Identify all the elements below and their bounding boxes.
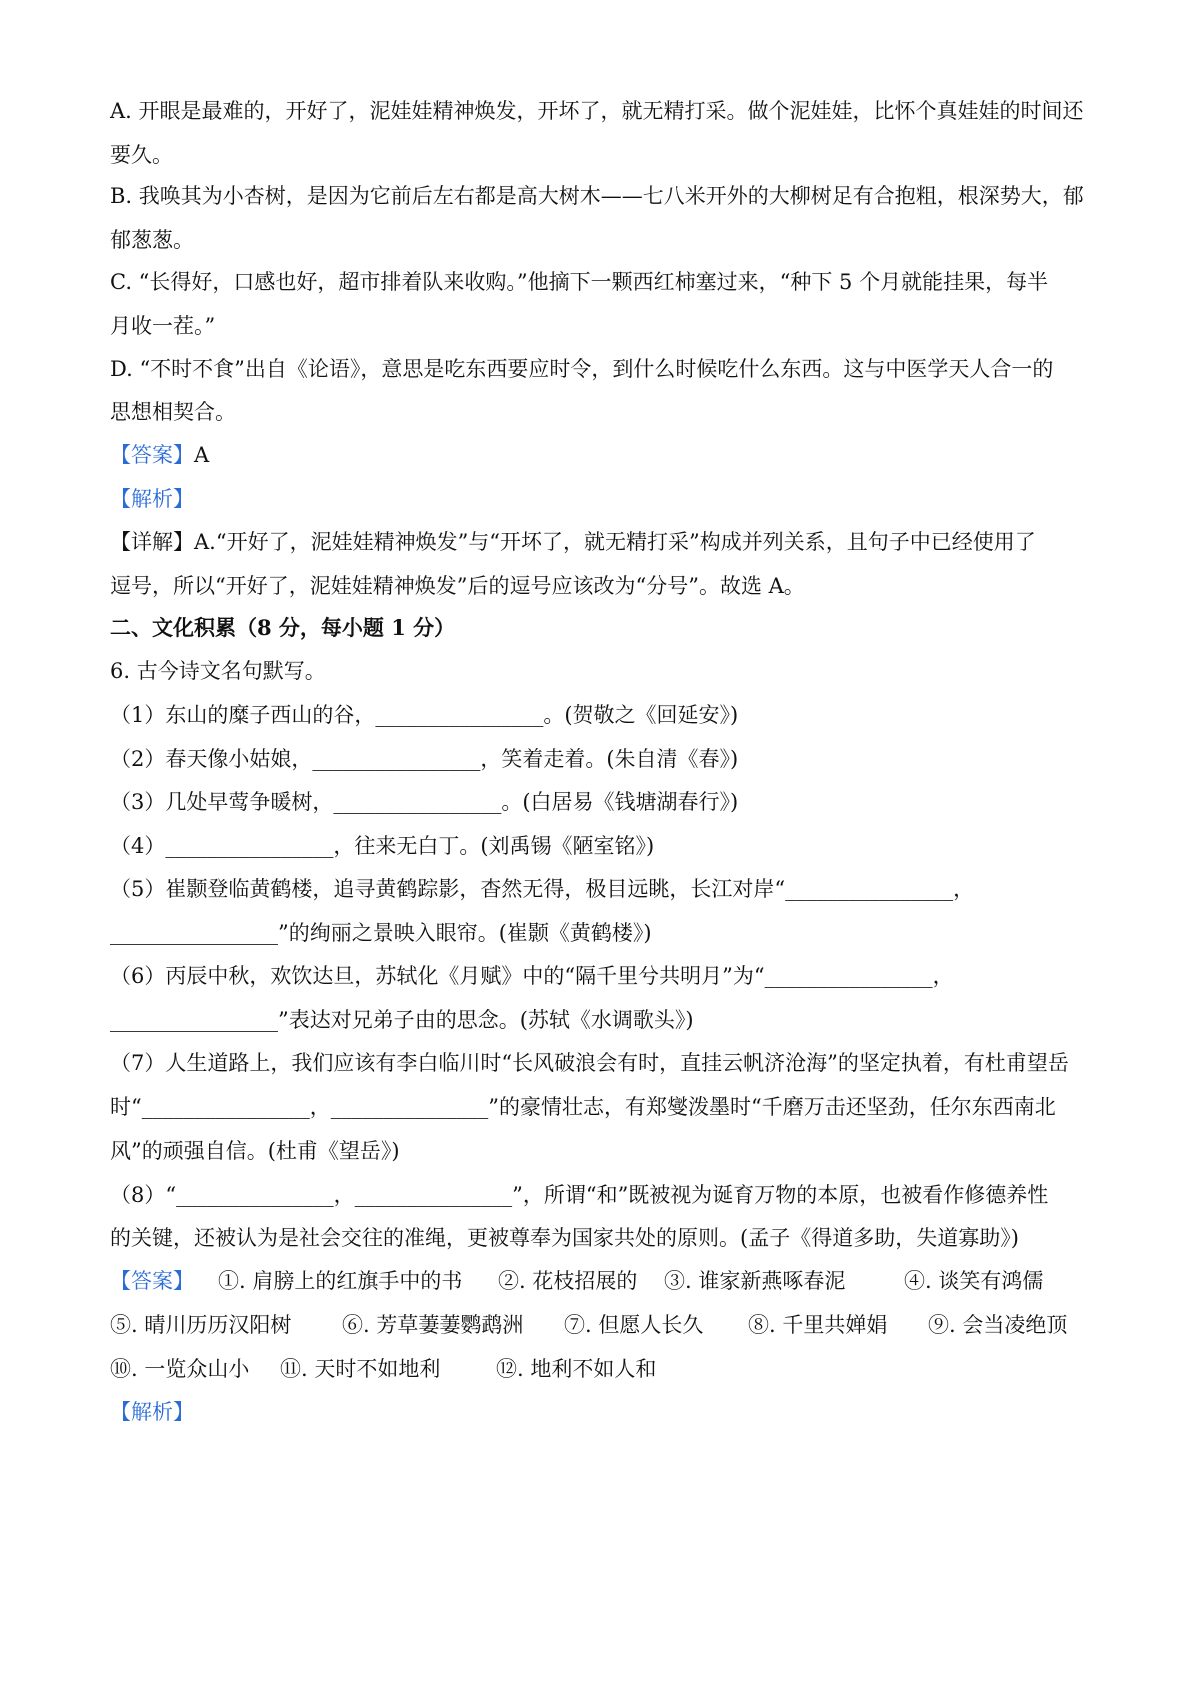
q6-answer-item: ⑫. 地利不如人和 [496, 1357, 657, 1381]
detail-line2: 逗号，所以“开好了，泥娃娃精神焕发”后的逗号应该改为“分号”。故选 A。 [110, 574, 805, 598]
q6-item-3: （3）几处早莺争暖树，________________。(白居易《钱塘湖春行》) [110, 790, 739, 814]
q6-answer-row-2 [110, 1310, 1067, 1340]
option-c-line2: 月收一茬。” [110, 314, 216, 338]
detail-tag: 【详解】 [110, 530, 194, 554]
q6-item-4: （4）________________，往来无白丁。(刘禹锡《陋室铭》) [110, 834, 655, 858]
q6-item-8-line2: 的关键，还被认为是社会交往的准绳，更被尊奉为国家共处的原则。(孟子《得道多助，失道寡助》) [110, 1226, 1019, 1250]
q6-answer-item: ⑩. 一览众山小 [110, 1357, 250, 1381]
q6-answer-tag: 【答案】 [110, 1269, 194, 1293]
option-b-line1: B. 我唤其为小杏树，是因为它前后左右都是高大树木——七八米开外的大柳树足有合抱粗，根深势大，郁 [110, 184, 1084, 208]
q6-stem: 6. 古今诗文名句默写。 [110, 659, 326, 683]
q6-analysis-line [110, 1397, 194, 1427]
detail-line1 [110, 527, 1036, 557]
q6-answer-row-3 [110, 1354, 656, 1384]
analysis-line [110, 484, 194, 514]
q6-item-7-line3: 风”的顽强自信。(杜甫《望岳》) [110, 1139, 400, 1163]
section-heading: 二、文化积累（8 分，每小题 1 分） [110, 615, 456, 640]
q6-item-6-line1: （6）丙辰中秋，欢饮达旦，苏轼化《月赋》中的“隔千里兮共明月”为“________________， [110, 964, 954, 988]
q6-item-7-line1: （7）人生道路上，我们应该有李白临川时“长风破浪会有时，直挂云帆济沧海”的坚定执着，有杜甫望岳 [110, 1051, 1069, 1075]
q6-analysis-tag: 【解析】 [110, 1400, 194, 1424]
answer-tag: 【答案】 [110, 443, 194, 467]
q6-answer-item: ⑪. 天时不如地利 [280, 1357, 441, 1381]
q6-answer-item: ④. 谈笑有鸿儒 [904, 1269, 1044, 1293]
q6-answer-item: ⑧. 千里共婵娟 [748, 1313, 888, 1337]
option-c-line1: C. “长得好，口感也好，超市排着队来收购。”他摘下一颗西红柿塞过来，“种下 5 个月就能挂果，每半 [110, 270, 1049, 294]
option-d-line2: 思想相契合。 [110, 400, 236, 424]
q6-item-2: （2）春天像小姑娘，________________，笑着走着。(朱自清《春》) [110, 747, 739, 771]
q6-item-6-line2: ________________”表达对兄弟子由的思念。(苏轼《水调歌头》) [110, 1008, 694, 1032]
q6-answer-item: ①. 肩膀上的红旗手中的书 [218, 1269, 463, 1293]
q6-answer-item: ⑤. 晴川历历汉阳树 [110, 1313, 292, 1337]
answer-line [110, 440, 209, 470]
option-a-line2: 要久。 [110, 143, 173, 167]
q6-answer-item: ⑨. 会当凌绝顶 [928, 1313, 1068, 1337]
detail-text-1: A.“开好了，泥娃娃精神焕发”与“开坏了，就无精打采”构成并列关系，且句子中已经使用了 [194, 530, 1036, 554]
option-b-line2: 郁葱葱。 [110, 228, 194, 252]
q6-item-8-line1: （8）“_______________，_______________”，所谓“和”既被视为诞育万物的本原，也被看作修德养性 [110, 1183, 1049, 1207]
q6-item-5-line2: ________________”的绚丽之景映入眼帘。(崔颢《黄鹤楼》) [110, 921, 652, 945]
option-a-line1: A. 开眼是最难的，开好了，泥娃娃精神焕发，开坏了，就无精打采。做个泥娃娃，比怀个真娃娃的时间还 [110, 99, 1084, 123]
q6-answer-row-1 [110, 1266, 1043, 1296]
option-d-line1: D. “不时不食”出自《论语》，意思是吃东西要应时令，到什么时候吃什么东西。这与中医学天人合一的 [110, 357, 1054, 381]
q6-item-7-line2: 时“________________，_______________”的豪情壮志，有郑燮泼墨时“千磨万击还坚劲，任尔东西南北 [110, 1095, 1056, 1119]
q6-item-5-line1: （5）崔颢登临黄鹤楼，追寻黄鹤踪影，杳然无得，极目远眺，长江对岸“________________， [110, 877, 975, 901]
q6-answer-item: ②. 花枝招展的 [498, 1269, 638, 1293]
q6-item-1: （1）东山的糜子西山的谷，________________。(贺敬之《回延安》) [110, 703, 739, 727]
analysis-tag: 【解析】 [110, 487, 194, 511]
q6-answer-item: ⑥. 芳草萋萋鹦鹉洲 [342, 1313, 524, 1337]
q6-answer-item: ⑦. 但愿人长久 [564, 1313, 704, 1337]
answer-value: A [194, 443, 210, 467]
q6-answer-item: ③. 谁家新燕啄春泥 [664, 1269, 846, 1293]
